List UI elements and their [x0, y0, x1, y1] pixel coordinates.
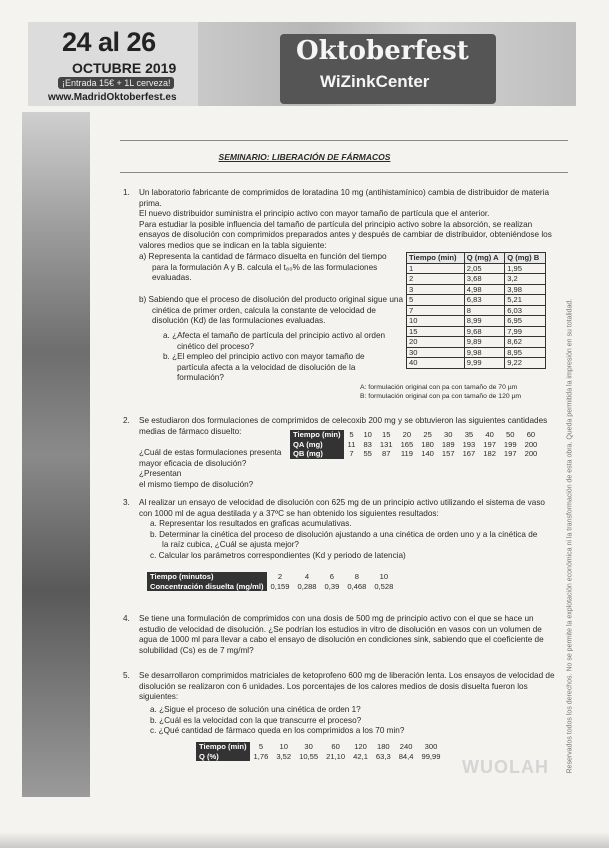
- table-cell: 5,21: [505, 295, 546, 306]
- q1-text: [139, 188, 559, 252]
- text-line: Se estudiaron dos formulaciones de comprimidos de celecoxib 200 mg y se obtuvieron las siguientes cantidades: [139, 416, 548, 425]
- table-cell: 4: [304, 572, 310, 581]
- table-cell: 9,22: [505, 358, 546, 369]
- q1-part-a: [139, 252, 404, 284]
- banner-month: OCTUBRE 2019: [72, 60, 177, 76]
- text-line: prima.: [139, 198, 162, 208]
- text-line: cinético del proceso?: [177, 341, 254, 351]
- table-cell: 180: [376, 742, 390, 751]
- table-cell: 6,03: [505, 305, 546, 316]
- q5-table: [196, 742, 445, 761]
- text-line: la raíz cubica, ¿Cuál se ajusta mejor?: [162, 540, 299, 550]
- table-cell: QA (mg): [290, 440, 344, 450]
- table-cell: 300: [424, 742, 438, 751]
- text-line: disolución se realizaron con 6 unidades. Los porcentajes de los calores medios de dosis disuelta fueron los: [139, 681, 528, 691]
- event-banner: [28, 22, 576, 106]
- table-cell: 2,05: [464, 263, 504, 274]
- banner-url[interactable]: www.MadridOktoberfest.es: [48, 92, 177, 103]
- text-line: b. ¿El empleo del principio activo con mayor tamaño de: [163, 352, 365, 361]
- table-cell: 165: [400, 439, 414, 449]
- q4-text: [139, 614, 559, 656]
- table-cell: 10: [363, 430, 372, 439]
- table-row: [196, 742, 445, 752]
- table-cell: 10,55: [299, 751, 319, 761]
- q1-part-b: [139, 295, 404, 327]
- title-rule: [120, 172, 568, 173]
- text-line: mayor eficacia de disolución? ¿Presentan: [139, 458, 247, 479]
- banner-entry: ¡Entrada 15€ + 1L cerveza!: [58, 77, 174, 89]
- q5-text: [139, 671, 559, 703]
- table-cell: 197: [483, 439, 496, 449]
- table-row: [407, 337, 546, 348]
- q3-table: [147, 572, 397, 591]
- text-line: evaluadas.: [152, 273, 192, 283]
- q2-question: [139, 448, 287, 490]
- q1-part-b-b: [163, 352, 403, 384]
- table-cell: 9,89: [464, 337, 504, 348]
- table-cell: 5: [258, 742, 264, 751]
- text-line: partícula afecta a la velocidad de disolución de la: [177, 362, 356, 372]
- table-cell: 119: [400, 449, 413, 458]
- text-line: c. ¿Qué cantidad de fármaco queda en los comprimidos a los 70 min?: [150, 726, 405, 736]
- table-header-row: [407, 253, 546, 264]
- table-cell: 189: [441, 439, 455, 449]
- table-cell: 199: [503, 439, 517, 449]
- table-cell: 9,68: [464, 326, 504, 337]
- table-cell: 120: [354, 742, 367, 751]
- table-cell: 3: [407, 284, 465, 295]
- table-cell: 1,95: [505, 263, 546, 274]
- text-line: cinética de primer orden, calcula la constante de velocidad de: [152, 305, 376, 315]
- text-line: Un laboratorio fabricante de comprimidos de loratadina 10 mg (antihistamínico) cambia de distribuidor de materia: [139, 188, 550, 197]
- table-cell: 131: [379, 439, 393, 449]
- text-line: valores medios que se indican en la tabla siguiente:: [139, 240, 327, 250]
- text-line: con 1000 ml de agua destilada y a 37ºC se han obtenido los siguientes resultados:: [139, 508, 439, 518]
- text-line: para la formulación A y B. calcula el t₈₀% de las formulaciones: [152, 262, 378, 272]
- text-line: a. ¿Afecta el tamaño de partícula del principio activo al orden: [163, 331, 386, 340]
- table-cell: 60: [526, 430, 536, 439]
- text-line: a. ¿Sigue el proceso de solución una cinética de orden 1?: [150, 705, 361, 714]
- table-cell: 8,62: [505, 337, 546, 348]
- q1-part-b-a: [163, 331, 403, 352]
- col-header: Tiempo (min): [407, 253, 465, 264]
- table-cell: 15: [382, 430, 391, 439]
- table-cell: 87: [382, 449, 391, 458]
- page-bottom-shadow: [0, 832, 609, 848]
- table-row: [196, 752, 445, 762]
- copyright-side-text: Reservados todos los derechos. No se permite la explotación económica ni la transformación de esta obra. Queda permitida la impresión en su totalidad.: [566, 298, 574, 774]
- table-cell: 7: [349, 449, 354, 458]
- col-header: Q (mg) B: [505, 253, 546, 264]
- text-line: siguientes:: [139, 692, 179, 702]
- text-line: formulación?: [177, 373, 224, 383]
- text-line: disolución (Kd) de las formulaciones evaluadas.: [152, 316, 326, 326]
- table-cell: 55: [363, 449, 372, 458]
- table-cell: 157: [441, 449, 455, 458]
- table-cell: Concentración disuelta (mg/ml): [147, 582, 267, 592]
- text-line: Se desarrollaron comprimidos matriciales de ketoprofeno 600 mg de liberación lenta. Los ensayos de velocidad de: [139, 671, 555, 680]
- table-cell: Q (%): [196, 752, 250, 762]
- table-cell: 60: [331, 742, 340, 751]
- text-line: ensayos de disolución con comprimidos preparados antes y después de cambiar de distribuidor, obteniéndose los: [139, 230, 552, 240]
- table-cell: 3,2: [505, 274, 546, 285]
- text-line: b) Sabiendo que el proceso de disolución del producto original sigue una: [139, 295, 404, 304]
- table-cell: 63,3: [375, 751, 391, 761]
- table-cell: 7: [407, 305, 465, 316]
- table-cell: 0,468: [347, 581, 367, 591]
- table-cell: 200: [524, 449, 538, 458]
- banner-logo-sub: WiZinkCenter: [320, 72, 430, 91]
- header-rule: [120, 140, 568, 141]
- table-cell: 5: [407, 295, 465, 306]
- table-cell: 35: [464, 430, 474, 439]
- table-cell: 1: [407, 263, 465, 274]
- page-title: SEMINARIO: LIBERACIÓN DE FÁRMACOS: [218, 152, 391, 162]
- table-cell: 182: [483, 449, 496, 458]
- table-cell: 20: [407, 337, 465, 348]
- text-line: Al realizar un ensayo de velocidad de disolución con 625 mg de un principio activo utilizando el sistema de vaso: [139, 498, 545, 507]
- table-cell: 6: [329, 572, 335, 581]
- side-photo: [22, 112, 90, 797]
- table-cell: 42,1: [353, 751, 368, 761]
- text-line: el mismo tiempo de disolución?: [139, 479, 254, 489]
- table-cell: Tiempo (min): [290, 430, 344, 440]
- table-cell: 11: [347, 439, 356, 449]
- table-cell: 40: [485, 430, 494, 439]
- text-line: Se tiene una formulación de comprimidos con una dosis de 500 mg de principio activo con el que se hace un: [139, 614, 534, 623]
- table-cell: 8,95: [505, 347, 546, 358]
- table-cell: 2: [407, 274, 465, 285]
- q3-number: 3.: [123, 498, 130, 507]
- q2-number: 2.: [123, 416, 130, 425]
- table-row: [147, 572, 397, 582]
- table-cell: 8: [354, 572, 359, 581]
- table-cell: 10: [407, 316, 465, 327]
- table-cell: 3,98: [505, 284, 546, 295]
- table-row: [407, 347, 546, 358]
- table-row: [147, 582, 397, 592]
- table-row: [407, 284, 546, 295]
- table-cell: 20: [402, 430, 412, 439]
- col-header: Q (mg) A: [464, 253, 504, 264]
- text-line: medias de fármaco disuelto:: [139, 426, 242, 436]
- text-line: b. Determinar la cinética del proceso de disolución ajustando a una cinética de orden uno y a la cinética de: [150, 529, 538, 539]
- text-line: B: formulación original con pa con tamaño de 120 µm: [360, 393, 522, 400]
- table-row: [407, 263, 546, 274]
- table-cell: 0,159: [270, 581, 290, 591]
- text-line: b. ¿Cuál es la velocidad con la que transcurre el proceso?: [150, 715, 362, 725]
- table-row: [407, 326, 546, 337]
- q3-text: [139, 498, 559, 519]
- table-cell: 2: [277, 572, 283, 581]
- banner-logo-title: Oktoberfest: [296, 36, 469, 66]
- table-cell: 7,99: [505, 326, 546, 337]
- table-cell: 8,99: [464, 316, 504, 327]
- table-cell: 240: [399, 742, 413, 751]
- table-cell: 9,98: [464, 347, 504, 358]
- table-cell: 21,10: [326, 751, 346, 761]
- q1-table: [406, 252, 546, 369]
- q3-parts: [150, 519, 560, 561]
- text-line: a) Representa la cantidad de fármaco disuelta en función del tiempo: [139, 252, 387, 261]
- text-line: a. Representar los resultados en graficas acumulativas.: [150, 519, 352, 528]
- table-cell: 180: [421, 439, 434, 449]
- q1-number: 1.: [123, 188, 130, 197]
- text-line: El nuevo distribuidor suministra el principio activo con mayor tamaño de partícula que el anterior.: [139, 209, 490, 219]
- text-line: Para estudiar la posible influencia del tamaño de partícula del principio activo sobre la absorción, se realizan: [139, 219, 533, 229]
- table-row: [290, 430, 541, 440]
- table-row: [407, 305, 546, 316]
- table-row: [407, 295, 546, 306]
- table-cell: 8: [464, 305, 504, 316]
- table-cell: 25: [423, 430, 432, 439]
- wuolah-watermark: WUOLAH: [462, 757, 549, 777]
- table-cell: 30: [444, 430, 453, 439]
- table-cell: 0,288: [297, 581, 317, 591]
- text-line: agua de 1000 ml para llevar a cabo el ensayo de disolución en condiciones sink, sabiendo que el coeficiente de: [139, 635, 544, 645]
- table-cell: 50: [506, 430, 515, 439]
- table-row: [407, 358, 546, 369]
- table-cell: QB (mg): [290, 449, 344, 459]
- text-line: solubilidad (Cs) es de 7 mg/ml?: [139, 645, 254, 655]
- table-row: [407, 274, 546, 285]
- table-cell: Tiempo (minutos): [147, 572, 267, 582]
- table-cell: 10: [379, 572, 389, 581]
- table-cell: 84,4: [398, 751, 414, 761]
- table-row: [290, 440, 541, 450]
- table-cell: 0,528: [374, 581, 394, 591]
- q4-number: 4.: [123, 614, 130, 623]
- table-cell: 5: [349, 430, 354, 439]
- q5-parts: [150, 705, 560, 737]
- table-cell: 3,68: [464, 274, 504, 285]
- table-cell: 99,99: [421, 751, 441, 761]
- q5-number: 5.: [123, 671, 130, 680]
- table-cell: 197: [503, 449, 517, 458]
- table-cell: 30: [407, 347, 465, 358]
- banner-date: 24 al 26: [62, 27, 156, 57]
- table-cell: 0,39: [324, 581, 340, 591]
- q2-table: [290, 430, 541, 459]
- table-cell: 30: [304, 742, 313, 751]
- text-line: A: formulación original con pa con tamaño de 70 µm: [360, 384, 518, 391]
- table-cell: Tiempo (min): [196, 742, 250, 752]
- table-cell: 140: [421, 449, 434, 458]
- table-cell: 6,83: [464, 295, 504, 306]
- text-line: ¿Cuál de estas formulaciones presenta: [139, 448, 282, 457]
- table-cell: 193: [462, 439, 476, 449]
- text-line: c. Calcular los parámetros correspondientes (Kd y periodo de latencia): [150, 550, 406, 560]
- table-cell: 83: [363, 439, 372, 449]
- table-cell: 167: [462, 449, 476, 458]
- table-cell: 3,52: [276, 751, 292, 761]
- q1-notes: [360, 383, 521, 401]
- text-line: estudio de velocidad de disolución. ¿Se podrían los estudios in vitro de disolución en vasos con un volumen de: [139, 624, 542, 634]
- table-cell: 200: [524, 439, 538, 449]
- table-cell: 9,99: [464, 358, 504, 369]
- table-cell: 6,95: [505, 316, 546, 327]
- table-row: [290, 449, 541, 459]
- table-cell: 15: [407, 326, 465, 337]
- table-cell: 10: [279, 742, 288, 751]
- table-cell: 4,98: [464, 284, 504, 295]
- table-row: [407, 316, 546, 327]
- table-cell: 40: [407, 358, 465, 369]
- table-cell: 1,76: [253, 751, 269, 761]
